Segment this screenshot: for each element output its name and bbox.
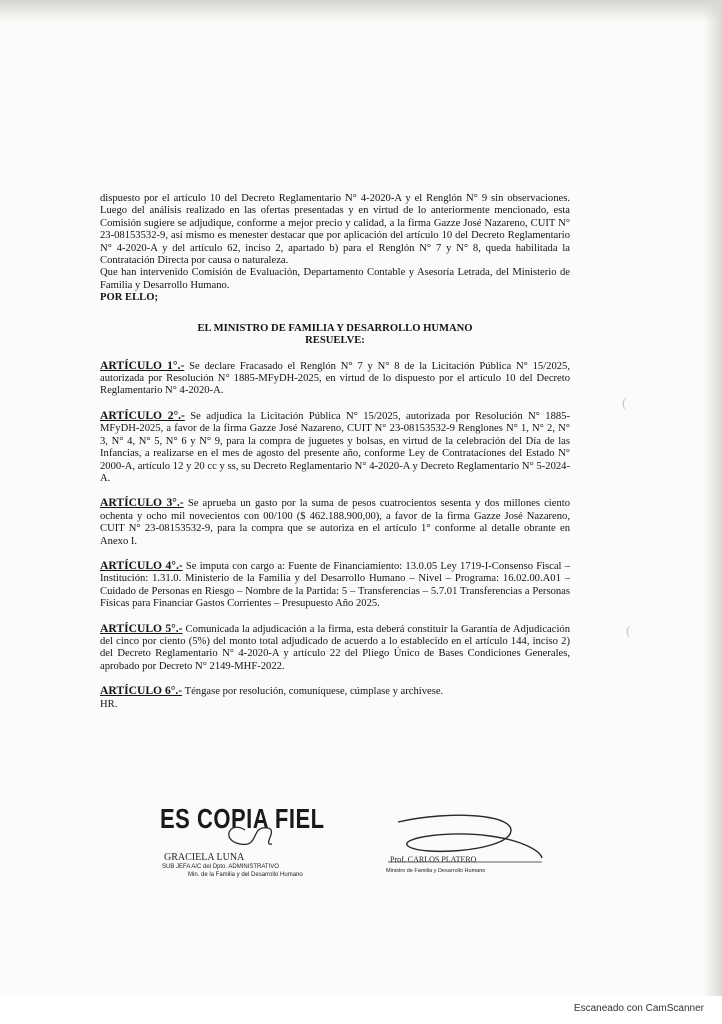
signature-right-stroke: [398, 815, 542, 858]
article-4: [100, 560, 570, 611]
signatures-drawing: [150, 800, 570, 900]
scan-top-shadow: [0, 0, 722, 22]
signature-left-name: GRACIELA LUNA: [164, 852, 245, 863]
article-6: [100, 685, 570, 698]
resolution-heading: [100, 323, 570, 348]
por-ello: POR ELLO;: [100, 292, 158, 304]
article-label: ARTÍCULO 6°.-: [100, 684, 183, 698]
signature-right-name: Prof. CARLOS PLATERO: [390, 855, 477, 864]
article-1: [100, 360, 570, 398]
scan-right-shadow: [704, 0, 722, 1000]
article-text: Se declare Fracasado el Renglón N° 7 y N° 8 de la Licitación Pública N° 15/2025, autorizada por Resolución N° 1885-MFyDH-2025, en virtud de lo dispuesto por el artículo 10 del Decreto Reglamentario N° 4-2020-A.: [100, 360, 571, 397]
signature-right-title: Ministro de Familia y Desarrollo Humano: [386, 868, 486, 874]
article-text: Se imputa con cargo a: Fuente de Financiamiento: 13.0.05 Ley 1719-I-Consenso Fiscal – Institución: 1.31.0. Ministerio de la Familia y del Desarrollo Humano – Nivel – Programa: 16.02.00.A01 – Cuidado de Personas en Riesgo – Nombre de la Partida: 5 – Transferencias – 5.7.01 Transferencias a Personas Físicas para Financiar Gastos Corrientes – Presupuesto Año 2025.: [100, 560, 570, 610]
article-text: Se aprueba un gasto por la suma de pesos cuatrocientos sesenta y dos millones ciento ochenta y ocho mil novecientos con 00/100 ($ 462.188.900,00), a favor de la firma Gazze José Nazareno, CUIT N° 23-08153532-9, para la compra que se autoriza en el artículo 1° conforme al detalle obrante en Anexo I.: [100, 498, 570, 547]
article-label: ARTÍCULO 1°.-: [100, 358, 185, 372]
camscanner-footer: Escaneado con CamScanner: [573, 1003, 704, 1014]
initials: HR.: [100, 698, 118, 710]
signature-area: [150, 800, 570, 900]
heading-resuelve: RESUELVE:: [305, 335, 365, 347]
article-3: [100, 497, 570, 548]
intro-paragraph: Que han intervenido Comisión de Evaluación, Departamento Contable y Asesoría Letrada, del Ministerio de Familia y Desarrollo Humano.: [100, 267, 570, 291]
article-2: [100, 410, 570, 485]
article-text: Se adjudica la Licitación Pública N° 15/2025, autorizada por Resolución N° 1885-MFyDH-2025, a favor de la firma Gazze José Nazareno, CUIT N° 23-08153532-9 Renglones N° 1, N° 2, N° 3, N° 4, N° 5, N° 6 y N° 9, para la compra de juguetes y bolsas, en virtud de la celebración del Día de las Infancias, a realizarse en el mes de agosto del presente año, conforme Ley de Contrataciones del Estado N° 2000-A, artículo 12 y 20 cc y ss, su Decreto Reglamentario N° 4-2020-A y Decreto Reglamentario N° 5-2024-A.: [100, 410, 571, 484]
article-label: ARTÍCULO 3°.-: [100, 496, 184, 510]
article-label: ARTÍCULO 4°.-: [100, 558, 183, 572]
margin-mark: (: [622, 396, 627, 411]
intro-paragraph: dispuesto por el artículo 10 del Decreto Reglamentario N° 4-2020-A y el Renglón N° 9 sin observaciones. Luego del análisis realizado en las ofertas presentadas y en virtud de lo anteriormente mencionado, esta Comisión sugiere se adjudique, conforme a mejor precio y calidad, a la firma Gazze José Nazareno, CUIT N° 23-08153532-9, así mismo es menester destacar que por aplicación del artículo 10 del Decreto Reglamentario N° 4-2020-A y del artículo 62, inciso 2, apartado b) para el Renglón N° 7 y N° 8, queda habilitada la Contratación Directa por causa o naturaleza.: [100, 193, 570, 267]
signature-left-ministry: Min. de la Familia y del Desarrollo Humano: [188, 872, 303, 878]
copia-fiel-stamp: ES COPIA FIEL: [160, 802, 325, 834]
heading-title: EL MINISTRO DE FAMILIA Y DESARROLLO HUMANO: [197, 322, 473, 334]
article-text: Téngase por resolución, comuníquese, cúmplase y archívese.: [182, 686, 444, 698]
signature-left-stroke: [229, 827, 272, 844]
article-5: [100, 623, 570, 674]
document-body: [100, 193, 570, 711]
article-label: ARTÍCULO 2°.-: [100, 408, 185, 422]
article-text: Comunicada la adjudicación a la firma, esta deberá constituir la Garantía de Adjudicación del cinco por ciento (5%) del monto total adjudicado de acuerdo a lo establecido en el artículo 144, inciso 2) del Decreto Reglamentario N° 4-2020-A y artículo 22 del Pliego Único de Bases Condiciones Generales, aprobado por Decreto N° 2149-MHF-2022.: [100, 623, 570, 672]
margin-mark: (: [626, 624, 631, 639]
signature-left-title: SUB JEFA A/C del Dpto. ADMINISTRATIVO: [162, 864, 279, 870]
article-label: ARTÍCULO 5°.-: [100, 621, 183, 635]
